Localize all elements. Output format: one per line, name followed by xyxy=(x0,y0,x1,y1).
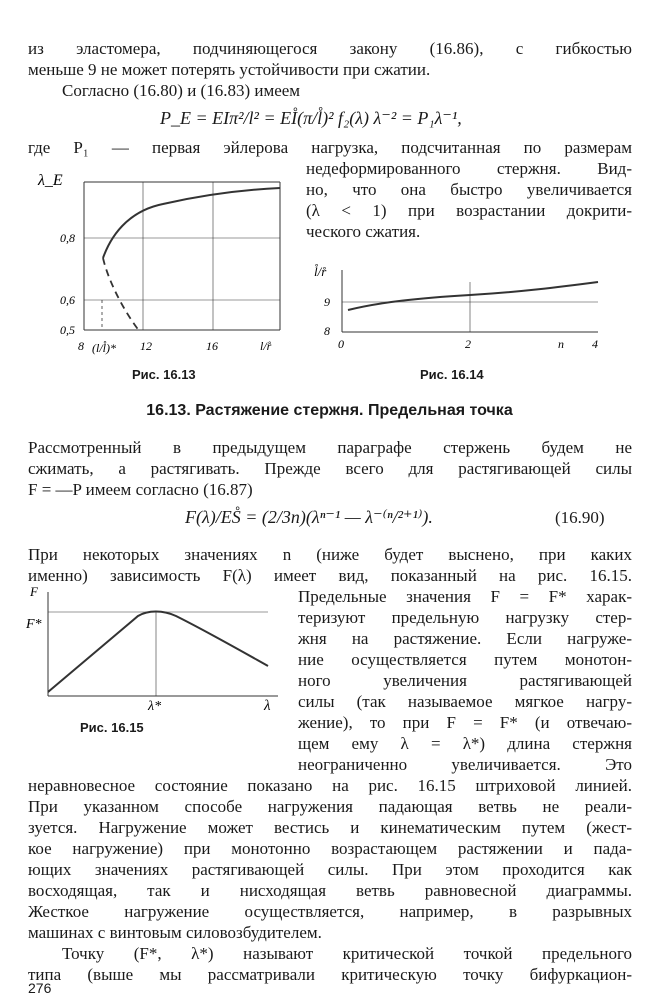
text-line: щем ему λ = λ*) длина стержня xyxy=(298,734,632,753)
text-line: Согласно (16.80) и (16.83) имеем xyxy=(62,81,301,100)
text-line: меньше 9 не может потерять устойчивости при сжатии. xyxy=(28,60,431,79)
fig14-ylabel: l̊/r̊ xyxy=(314,264,327,279)
text-line: неравновесное состояние показано на рис. 16.15 штриховой линией. xyxy=(28,776,632,795)
figure-16-13 xyxy=(28,160,293,360)
fig13-xtick: (l/l̊)* xyxy=(92,341,116,355)
text-line: зуется. Нагружение может вестись и кинематическим путем (жест- xyxy=(28,818,632,837)
text-line: жение), то при F = F* (и отвечаю- xyxy=(298,713,632,732)
text-line: машинах с винтовым силовозбудителем. xyxy=(28,923,322,942)
text-line: Жесткое нагружение осуществляется, например, в разрывных xyxy=(28,902,632,921)
text-line: F = —P имеем согласно (16.87) xyxy=(28,480,253,499)
fig13-xtick: 16 xyxy=(206,339,218,353)
fig13-xtick: l/r̊ xyxy=(260,339,272,353)
figure-16-14 xyxy=(310,262,610,362)
fig13-ylabel: λ_E xyxy=(38,172,63,189)
fig15-xlabel: λ xyxy=(264,698,271,714)
text-line: неограниченно увеличивается. Это xyxy=(298,755,632,774)
text-line: именно) зависимость F(λ) имеет вид, показанный на рис. 16.15. xyxy=(28,566,632,585)
figure-caption: Рис. 16.14 xyxy=(420,367,484,382)
fig15-xtick: λ* xyxy=(148,699,162,714)
fig13-ytick: 0,6 xyxy=(60,293,75,307)
text-line: но, что она быстро увеличивается xyxy=(306,180,632,199)
fig13-ytick: 0,8 xyxy=(60,231,75,245)
fig13-xtick: 8 xyxy=(78,339,84,353)
text-line: силы (так называемое мягкое нагру- xyxy=(298,692,632,711)
text-line: ного увеличения растягивающей xyxy=(298,671,632,690)
figure-caption: Рис. 16.13 xyxy=(132,367,196,382)
text-line: теризуют предельную нагрузку стер- xyxy=(298,608,632,627)
equation-16-90: F(λ)/ES̊ = (2/3n)(λⁿ⁻¹ — λ⁻⁽ⁿ/²⁺¹⁾). xyxy=(185,507,433,527)
text-line: Предельные значения F = F* харак- xyxy=(298,587,632,606)
text-line: (λ < 1) при возрастании докрити- xyxy=(306,201,632,220)
fig13-ytick: 0,5 xyxy=(60,323,75,337)
equation-16-pe: P_E = EIπ²/l² = EI̊(π/l̊)² f₂(λ) λ⁻² = P₁λ⁻¹, xyxy=(160,108,462,128)
text-line: где P₁ — первая эйлерова нагрузка, подсчитанная по размерам xyxy=(28,138,632,157)
section-heading: 16.13. Растяжение стержня. Предельная точка xyxy=(146,402,513,419)
equation-number: (16.90) xyxy=(555,508,605,527)
fig15-ylabel: F xyxy=(30,584,38,599)
figure-16-15 xyxy=(28,584,290,714)
text-line: сжимать, а растягивать. Прежде всего для растягивающей силы xyxy=(28,459,632,478)
text-line: При указанном способе нагружения падающая ветвь не реали- xyxy=(28,797,632,816)
text-line: недеформированного стержня. Вид- xyxy=(306,159,632,178)
text-line: При некоторых значениях n (ниже будет выснено, при каких xyxy=(28,545,632,564)
fig14-ytick: 8 xyxy=(324,324,330,338)
fig15-ytick: F* xyxy=(26,617,42,632)
text-line: Точку (F*, λ*) называют критической точкой предельного xyxy=(62,944,632,963)
text-line: Рассмотренный в предыдущем параграфе стержень будем не xyxy=(28,438,632,457)
text-line: кое нагружение) при монотонно возрастающем растяжении и пада- xyxy=(28,839,632,858)
text-line: из эластомера, подчиняющегося закону (16.86), с гибкостью xyxy=(28,39,632,58)
fig13-xtick: 12 xyxy=(140,339,152,353)
text-line: типа (выше мы рассматривали критическую точку бифуркацион- xyxy=(28,965,632,984)
fig14-xtick: 4 xyxy=(592,337,598,351)
text-line: восходящая, так и нисходящая ветвь равновесной диаграммы. xyxy=(28,881,632,900)
fig14-xtick: n xyxy=(558,337,564,351)
fig14-ytick: 9 xyxy=(324,295,330,309)
figure-caption: Рис. 16.15 xyxy=(80,720,144,735)
text-line: жня на растяжение. Если нагруже- xyxy=(298,629,632,648)
text-line: ющих значениях растягивающей силы. При этом проходится как xyxy=(28,860,632,879)
fig14-xtick: 0 xyxy=(338,337,344,351)
text-line: ние осуществляется путем монотон- xyxy=(298,650,632,669)
text-line: ческого сжатия. xyxy=(306,222,421,241)
page-number: 276 xyxy=(28,980,52,996)
fig14-xtick: 2 xyxy=(465,337,471,351)
